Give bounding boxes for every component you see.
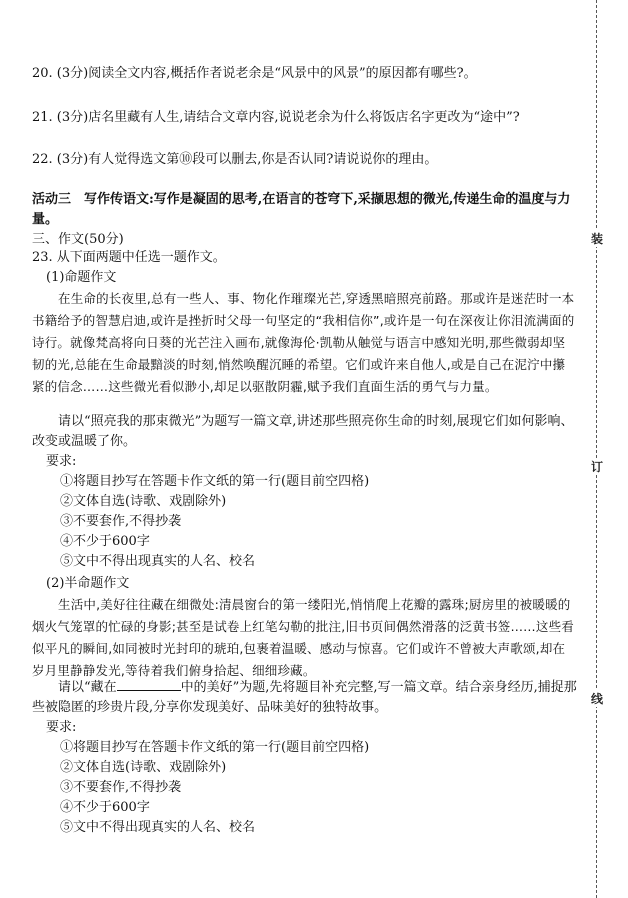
prompt-2-task-before: 请以“藏在 <box>58 680 117 695</box>
prompt-2-material: 生活中,美好往往藏在细微处:清晨窗台的第一缕阳光,悄悄爬上花瓣的露珠;厨房里的被暖暖的烟火气笼罩的忙碌的身影;甚至是试卷上红笔勾勒的批注,旧书页间偶然滑落的泛黄书签……这些看似平凡的瞬间,如同被时光封印的琥珀,包裹着温暖、感动与惊喜。它们或许不曾被大声歌颂,却在岁月里静静发光,等待着我们俯身拾起、细细珍藏。 <box>32 597 574 678</box>
prompt-1-requirements <box>32 472 605 572</box>
prompt-2-heading: (2)半命题作文 <box>46 576 130 591</box>
binding-label-xian: 线 <box>590 692 603 706</box>
requirement-item: ③不要套作,不得抄袭 <box>60 780 182 795</box>
prompt-2-requirements-label: 要求: <box>46 720 77 735</box>
binding-label-ding: 订 <box>590 460 603 474</box>
prompt-1-material: 在生命的长夜里,总有一些人、事、物化作璀璨光芒,穿透黑暗照亮前路。那或许是迷茫时一本书籍给予的智慧启迪,或许是挫折时父母一句坚定的“我相信你”,或许是一句在深夜让你泪流满面的诗行。就像梵高将向日葵的光芒注入画布,就像海伦·凯勒从触觉与语言中感知光明,那些微弱却坚韧的光,总能在生命最黯淡的时刻,悄然唤醒沉睡的希望。它们或许来自他人,或是自己在泥泞中攥紧的信念……这些微光看似渺小,却足以驱散阴霾,赋予我们直面生活的勇气与力量。 <box>32 291 575 394</box>
binding-dashed-line <box>596 0 597 898</box>
prompt-2-task <box>32 678 577 718</box>
requirement-item: ②文体自选(诗歌、戏剧除外) <box>60 760 227 775</box>
requirement-item: ⑤文中不得出现真实的人名、校名 <box>60 554 256 569</box>
prompt-2-requirements <box>32 738 605 838</box>
requirement-item: ②文体自选(诗歌、戏剧除外) <box>60 494 227 509</box>
prompt-2-task-after: 中的美好”为题,先将题目补充完整,写一篇文章。结合亲身经历,捕捉那些被隐匿的珍贵片段,分享你发现美好、品味美好的独特故事。 <box>32 680 577 715</box>
prompt-1-heading: (1)命题作文 <box>46 270 117 285</box>
question-21: 21. (3分)店名里藏有人生,请结合文章内容,说说老余为什么将饭店名字更改为“途中”? <box>32 110 520 125</box>
section-three-title: 三、作文(50分) <box>32 232 124 247</box>
question-22: 22. (3分)有人觉得选文第⑩段可以删去,你是否认同?请说说你的理由。 <box>32 152 438 167</box>
requirement-item: ④不少于600字 <box>60 534 150 549</box>
requirement-item: ①将题目抄写在答题卡作文纸的第一行(题目前空四格) <box>60 740 370 755</box>
binding-label-zhuang: 装 <box>590 232 603 246</box>
requirement-item: ①将题目抄写在答题卡作文纸的第一行(题目前空四格) <box>60 474 370 489</box>
requirement-item: ④不少于600字 <box>60 800 150 815</box>
prompt-1-task: 请以“照亮我的那束微光”为题写一篇文章,讲述那些照亮你生命的时刻,展现它们如何影响、改变或温暖了你。 <box>32 414 574 449</box>
question-23: 23. 从下面两题中任选一题作文。 <box>32 250 226 265</box>
requirement-item: ⑤文中不得出现真实的人名、校名 <box>60 820 256 835</box>
requirement-item: ③不要套作,不得抄袭 <box>60 514 182 529</box>
question-20: 20. (3分)阅读全文内容,概括作者说老余是“风景中的风景”的原因都有哪些?。 <box>32 66 477 81</box>
activity-three: 活动三 写作传语文:写作是凝固的思考,在语言的苍穹下,采撷思想的微光,传递生命的温度与力量。 <box>32 192 571 227</box>
fill-in-blank <box>117 678 181 691</box>
prompt-1-requirements-label: 要求: <box>46 454 77 469</box>
